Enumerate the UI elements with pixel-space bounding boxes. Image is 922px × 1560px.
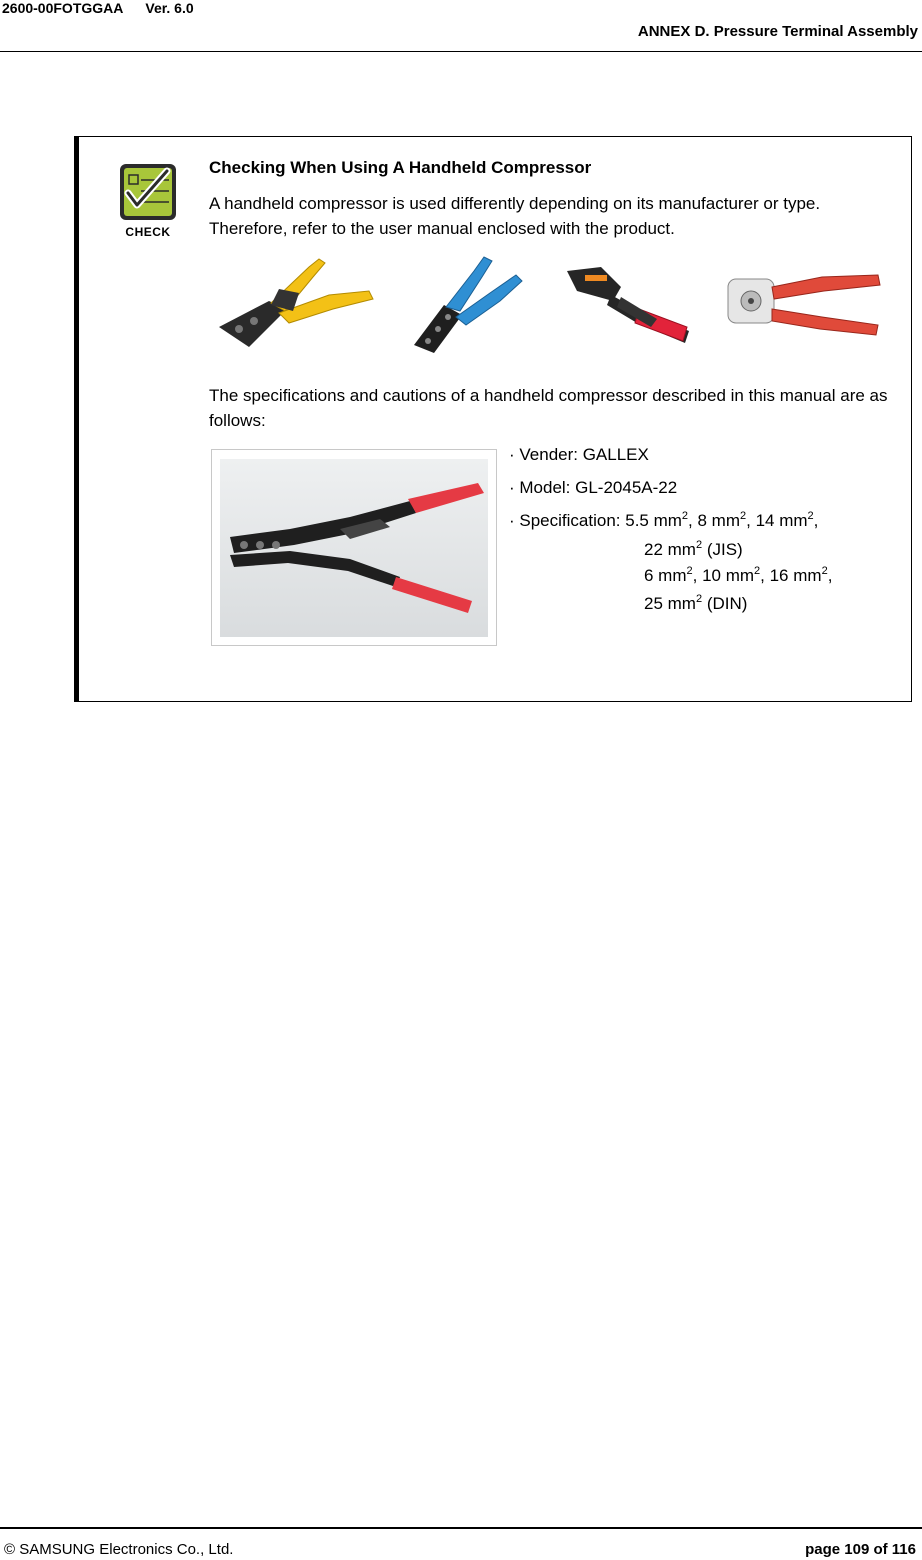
spec-value: , (813, 511, 819, 530)
spec-value: , 16 mm (760, 566, 822, 585)
spec-exponent: 2 (695, 593, 703, 605)
spec-exponent: 2 (681, 510, 689, 522)
doc-code-text: 2600-00FOTGGAA (2, 0, 124, 16)
check-icon (119, 163, 177, 221)
check-note-box (74, 136, 912, 702)
spec-value: , 10 mm (692, 566, 755, 585)
version-text: Ver. 6.0 (145, 0, 194, 16)
spec-line-3 (644, 563, 832, 588)
spec-exponent: 2 (754, 565, 761, 577)
footer-page-number: page 109 of 116 (805, 1541, 916, 1558)
section-title: ANNEX D. Pressure Terminal Assembly (637, 23, 918, 40)
note-paragraph-1: A handheld compressor is used differently depending on its manufacturer or type. Therefore, refer to the user manual enclosed with the product. (209, 194, 821, 238)
spec-value: (JIS) (702, 540, 743, 559)
spec-model: · Model: GL-2045A-22 (509, 478, 678, 497)
spec-exponent: 2 (821, 565, 828, 577)
spec-line-4 (644, 591, 747, 616)
spec-value: , (827, 566, 833, 585)
spec-value: (DIN) (702, 594, 748, 613)
crimp-tool-red-ferrule-image (722, 265, 882, 341)
spec-exponent: 2 (686, 565, 693, 577)
spec-line-2 (644, 537, 743, 562)
crimp-tool-yellow-image (209, 249, 377, 359)
spec-value: , 8 mm (688, 511, 740, 530)
doc-code (2, 0, 194, 16)
spec-value: , 14 mm (746, 511, 808, 530)
spec-value: 22 mm (644, 540, 696, 559)
note-paragraph-2: The specifications and cautions of a handheld compressor described in this manual are as follows: (209, 386, 888, 430)
footer-rule (0, 1527, 922, 1529)
header-rule (0, 51, 922, 52)
check-icon-label: CHECK (125, 225, 171, 239)
crimp-tool-red-orange-image (561, 261, 691, 351)
note-title: Checking When Using A Handheld Compressor (209, 158, 592, 177)
gallex-photo-frame (211, 449, 497, 646)
spec-exponent: 2 (807, 510, 814, 522)
spec-value: 25 mm (644, 594, 696, 613)
footer-copyright: © SAMSUNG Electronics Co., Ltd. (4, 1541, 234, 1558)
spec-vender: · Vender: GALLEX (509, 445, 649, 464)
spec-prefix: · Specification: (509, 511, 626, 530)
gallex-crimp-tool-photo (220, 459, 488, 637)
spec-value: 6 mm (644, 566, 687, 585)
crimp-tool-blue-image (404, 249, 528, 359)
spec-value: 5.5 mm (625, 511, 682, 530)
spec-exponent: 2 (740, 510, 747, 522)
spec-line-1 (509, 508, 818, 533)
spec-exponent: 2 (695, 539, 703, 551)
